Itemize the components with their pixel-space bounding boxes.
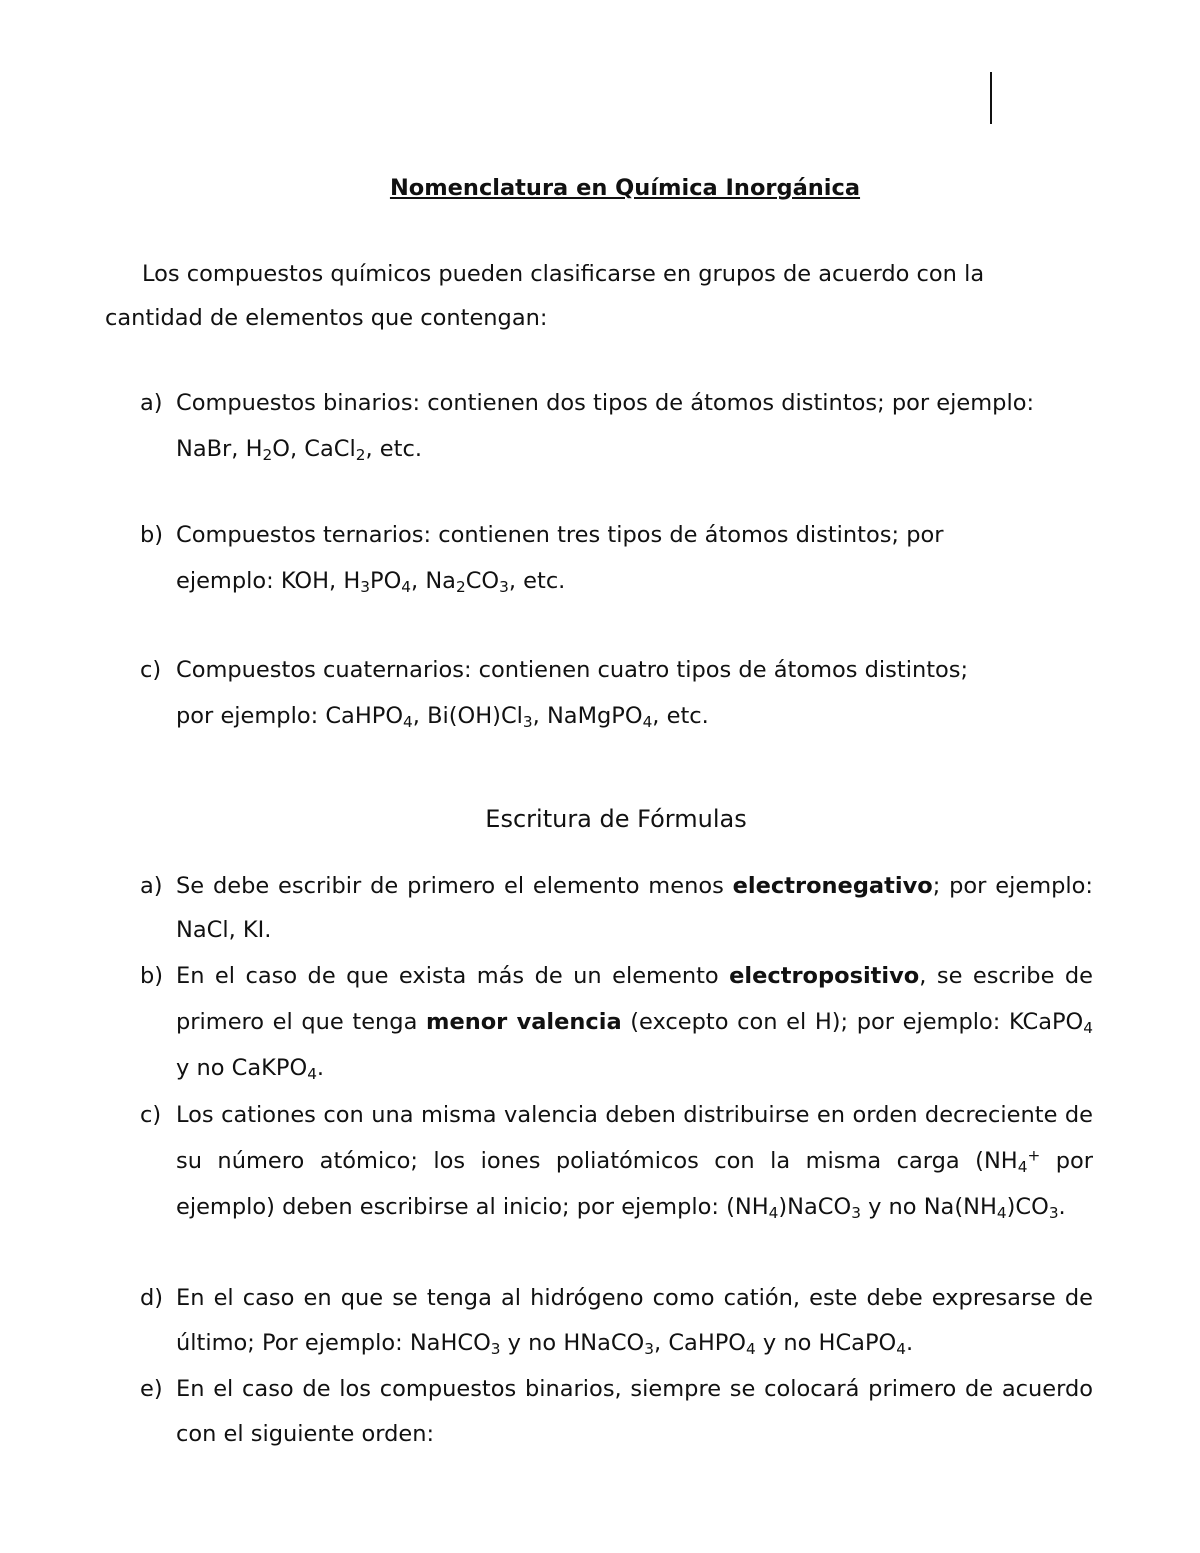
rule-label: c) — [140, 1102, 162, 1128]
rule-text: Los cationes con una misma valencia deben distribuirse en orden decreciente de su número atómico; los iones poliatómicos con la misma carga ($NH_4^+$ por ejemplo) deben escribirse al inicio; por ejemplo: $(NH_4)NaCO_3$ y no $Na(NH_4)CO_3$. — [176, 1102, 1094, 1222]
rule-item-b — [140, 953, 1093, 1091]
intro-line-2: cantidad de elementos que contengan: — [105, 305, 548, 331]
item-text: Compuestos binarios: contienen dos tipos de átomos distintos; por ejemplo: — [176, 390, 1035, 416]
rule-text: En el caso de que exista más de un elemento electropositivo, se escribe de primero el que tenga menor valencia (excepto con el H); por ejemplo: KCaPO$_4$ y no CaKPO$_4$. — [176, 963, 1094, 1083]
rule-text: En el caso de los compuestos binarios, siempre se colocará primero de acuerdo con el siguiente orden: — [176, 1376, 1093, 1447]
classification-item-a — [140, 380, 1093, 472]
rule-text: En el caso en que se tenga al hidrógeno como catión, este debe expresarse de último; Por ejemplo: NaHCO$_3$ y no HNaCO$_3$, CaHPO$_4$ y no HCaPO$_4$. — [176, 1285, 1093, 1358]
item-text: Compuestos ternarios: contienen tres tipos de átomos distintos; por — [176, 522, 944, 548]
item-text: Compuestos cuaternarios: contienen cuatro tipos de átomos distintos; — [176, 657, 969, 683]
intro-line-1: Los compuestos químicos pueden clasificarse en grupos de acuerdo con la — [142, 261, 985, 287]
rule-label: b) — [140, 963, 164, 989]
item-example: por ejemplo: CaHPO$_4$, $Bi(OH)Cl_3$, NaMgPO$_4$, etc. — [176, 703, 709, 731]
rule-item-c — [140, 1092, 1093, 1230]
rule-label: d) — [140, 1285, 164, 1311]
rule-label: e) — [140, 1376, 163, 1402]
item-label: b) — [140, 522, 164, 548]
page-title: Nomenclatura en Química Inorgánica — [389, 175, 861, 202]
rule-item-e — [140, 1367, 1093, 1457]
classification-item-b — [140, 512, 1093, 604]
item-label: c) — [140, 657, 162, 683]
rule-text: Se debe escribir de primero el elemento menos electronegativo; por ejemplo: NaCl, KI. — [176, 873, 1093, 943]
rule-item-d — [140, 1276, 1093, 1366]
rule-item-a — [140, 864, 1093, 952]
item-example: ejemplo: KOH, $H_3PO_4$, $Na_2CO_3$, etc. — [176, 568, 566, 596]
section-title: Escritura de Fórmulas — [485, 804, 747, 833]
classification-item-c — [140, 647, 1093, 739]
item-label: a) — [140, 390, 163, 416]
item-example: NaBr, $H_2O$, CaCl$_2$, etc. — [176, 436, 422, 464]
rule-label: a) — [140, 873, 163, 899]
intro-paragraph — [105, 252, 1095, 340]
margin-mark — [990, 72, 992, 124]
